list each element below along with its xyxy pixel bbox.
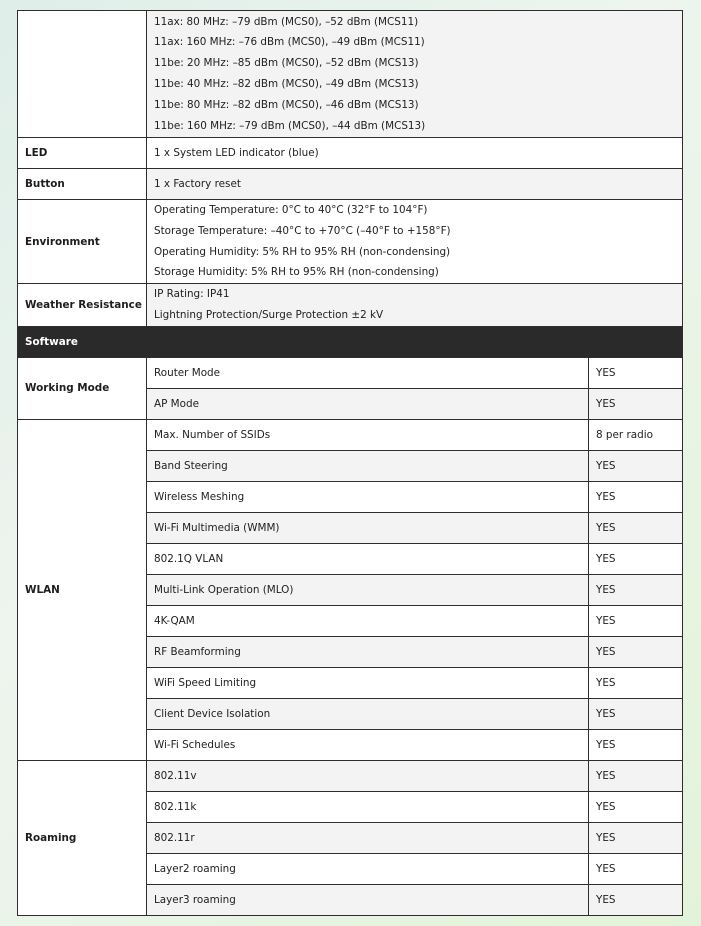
group-label: Roaming	[18, 760, 147, 915]
section-title: Software	[18, 326, 683, 357]
feature-name: Layer2 roaming	[147, 853, 589, 884]
feature-name: Router Mode	[147, 357, 589, 388]
feature-name: Layer3 roaming	[147, 884, 589, 915]
feature-name: 802.11r	[147, 822, 589, 853]
feature-value: YES	[589, 636, 683, 667]
feature-name: 802.1Q VLAN	[147, 543, 589, 574]
feature-name: Wi-Fi Multimedia (WMM)	[147, 512, 589, 543]
spec-table	[17, 10, 683, 916]
row-value	[147, 200, 683, 284]
environment-line: Operating Temperature: 0°C to 40°C (32°F to 104°F)	[154, 204, 428, 216]
led-row	[18, 138, 683, 169]
feature-name: Client Device Isolation	[147, 698, 589, 729]
radio-line: 11ax: 160 MHz: –76 dBm (MCS0), –49 dBm (MCS11)	[154, 36, 425, 49]
radio-line: 11be: 160 MHz: –79 dBm (MCS0), –44 dBm (MCS13)	[154, 119, 426, 132]
feature-value: YES	[589, 574, 683, 605]
feature-value: YES	[589, 884, 683, 915]
feature-name: WiFi Speed Limiting	[147, 667, 589, 698]
feature-value: YES	[589, 822, 683, 853]
environment-line: Storage Temperature: –40°C to +70°C (–40°F to +158°F)	[154, 224, 451, 237]
radio-sensitivity-values	[147, 11, 683, 138]
feature-name: Band Steering	[147, 450, 589, 481]
radio-line: 11be: 20 MHz: –85 dBm (MCS0), –52 dBm (MCS13)	[154, 57, 419, 70]
feature-value: YES	[589, 729, 683, 760]
row-value	[147, 284, 683, 327]
environment-line: Operating Humidity: 5% RH to 95% RH (non-condensing)	[154, 245, 451, 258]
feature-row	[18, 357, 683, 388]
feature-value: YES	[589, 543, 683, 574]
environment-line: Storage Humidity: 5% RH to 95% RH (non-condensing)	[154, 266, 439, 279]
row-label: LED	[18, 138, 147, 169]
feature-value: 8 per radio	[589, 419, 683, 450]
weather-line: Lightning Protection/Surge Protection ±2 kV	[154, 308, 384, 321]
group-label: WLAN	[18, 419, 147, 760]
feature-name: 802.11k	[147, 791, 589, 822]
feature-name: Wireless Meshing	[147, 481, 589, 512]
feature-value: YES	[589, 512, 683, 543]
row-value: 1 x Factory reset	[147, 169, 683, 200]
feature-row	[18, 419, 683, 450]
feature-value: YES	[589, 357, 683, 388]
environment-row	[18, 200, 683, 284]
row-value: 1 x System LED indicator (blue)	[147, 138, 683, 169]
radio-line: 11be: 80 MHz: –82 dBm (MCS0), –46 dBm (MCS13)	[154, 98, 419, 111]
feature-value: YES	[589, 481, 683, 512]
row-label: Button	[18, 169, 147, 200]
section-header	[18, 326, 683, 357]
feature-name: 4K-QAM	[147, 605, 589, 636]
feature-row	[18, 760, 683, 791]
radio-line: 11be: 40 MHz: –82 dBm (MCS0), –49 dBm (MCS13)	[154, 78, 419, 90]
feature-name: Multi-Link Operation (MLO)	[147, 574, 589, 605]
radio-sensitivity-row	[18, 11, 683, 138]
group-label: Working Mode	[18, 357, 147, 419]
radio-line: 11ax: 80 MHz: –79 dBm (MCS0), –52 dBm (MCS11)	[154, 15, 419, 28]
feature-value: YES	[589, 760, 683, 791]
weather-row	[18, 284, 683, 327]
weather-line: IP Rating: IP41	[154, 288, 230, 301]
row-label: Environment	[18, 200, 147, 284]
feature-value: YES	[589, 667, 683, 698]
feature-name: Wi-Fi Schedules	[147, 729, 589, 760]
feature-value: YES	[589, 698, 683, 729]
feature-name: Max. Number of SSIDs	[147, 419, 589, 450]
feature-value: YES	[589, 605, 683, 636]
row-label: Weather Resistance	[18, 284, 147, 327]
feature-name: RF Beamforming	[147, 636, 589, 667]
feature-name: 802.11v	[147, 760, 589, 791]
feature-value: YES	[589, 450, 683, 481]
feature-value: YES	[589, 388, 683, 419]
row-label	[18, 11, 147, 138]
feature-name: AP Mode	[147, 388, 589, 419]
feature-value: YES	[589, 791, 683, 822]
feature-value: YES	[589, 853, 683, 884]
button-row	[18, 169, 683, 200]
